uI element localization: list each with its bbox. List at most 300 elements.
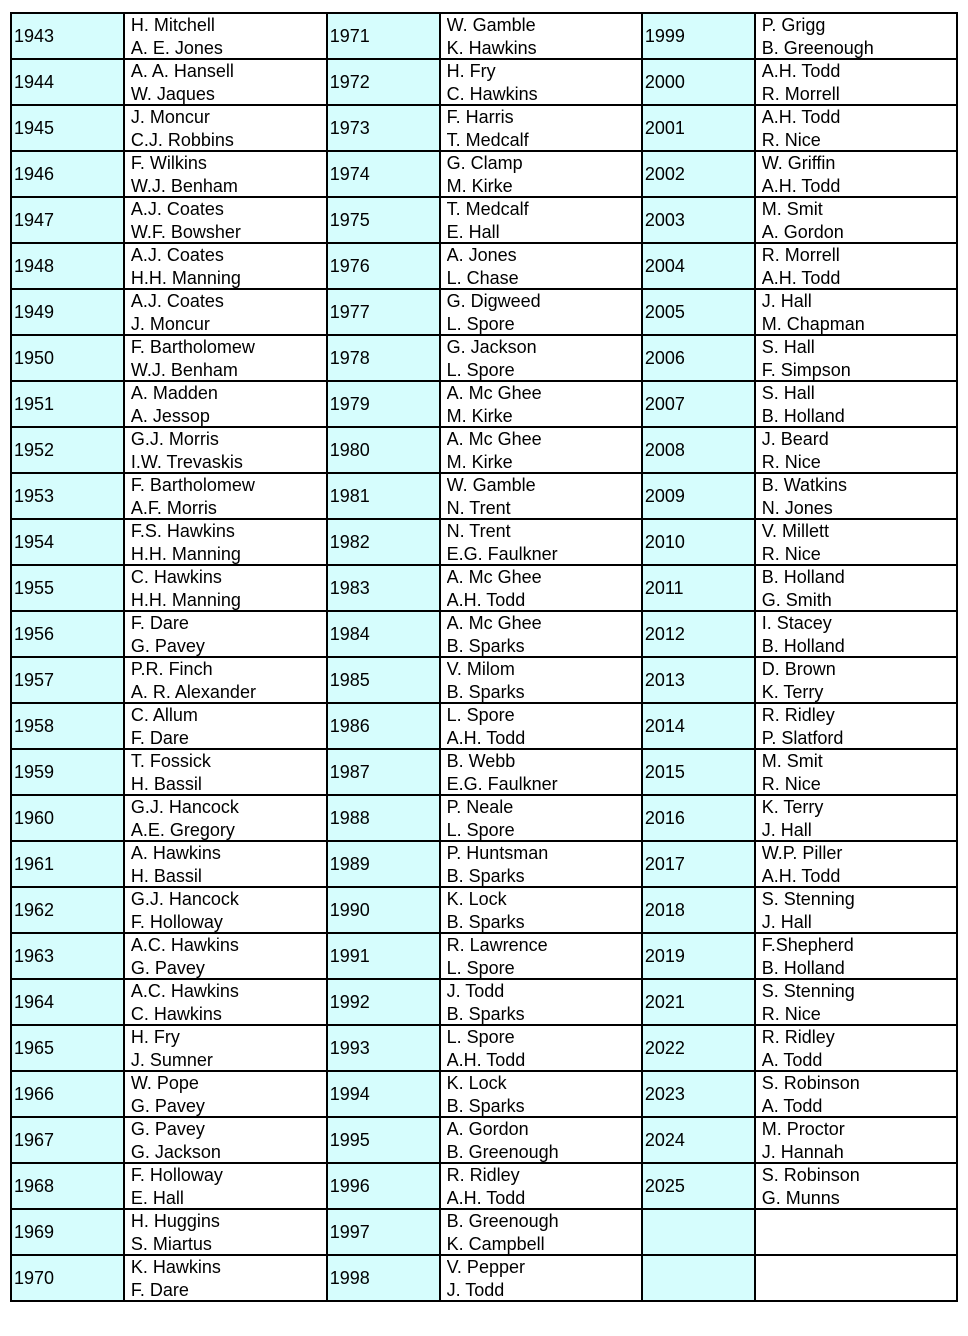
names-cell <box>755 13 957 59</box>
first-name: W. Gamble <box>446 15 536 35</box>
first-name: F. Dare <box>130 613 189 633</box>
names-cell <box>124 1071 327 1117</box>
year-cell: 2006 <box>642 335 755 381</box>
year-cell: 1950 <box>11 335 124 381</box>
first-name: A.C. Hawkins <box>130 935 239 955</box>
year-cell: 2001 <box>642 105 755 151</box>
second-name: K. Hawkins <box>446 38 537 58</box>
names-cell <box>124 13 327 59</box>
year-cell: 2005 <box>642 289 755 335</box>
first-name: P. Neale <box>446 797 514 817</box>
year-cell: 1947 <box>11 197 124 243</box>
year-cell <box>642 1255 755 1301</box>
table-row <box>11 749 957 795</box>
names-cell <box>755 1209 957 1255</box>
table-row <box>11 13 957 59</box>
year-cell: 1991 <box>327 933 440 979</box>
second-name: R. Nice <box>761 452 821 472</box>
first-name: W. Pope <box>130 1073 199 1093</box>
second-name: H.H. Manning <box>130 544 241 564</box>
year-cell: 1996 <box>327 1163 440 1209</box>
table-row <box>11 933 957 979</box>
names-cell <box>124 427 327 473</box>
second-name: G. Pavey <box>130 1096 205 1116</box>
year-cell: 2007 <box>642 381 755 427</box>
second-name: M. Kirke <box>446 176 513 196</box>
names-cell <box>440 1117 642 1163</box>
table-row <box>11 841 957 887</box>
year-cell: 1981 <box>327 473 440 519</box>
first-name: T. Fossick <box>130 751 211 771</box>
second-name: H. Bassil <box>130 774 202 794</box>
names-cell <box>440 289 642 335</box>
year-cell: 2019 <box>642 933 755 979</box>
first-name: A.J. Coates <box>130 199 224 219</box>
year-cell: 1970 <box>11 1255 124 1301</box>
names-cell <box>440 473 642 519</box>
second-name: L. Spore <box>446 360 515 380</box>
second-name: P. Slatford <box>761 728 844 748</box>
second-name: A. Jessop <box>130 406 210 426</box>
names-cell <box>755 795 957 841</box>
table-row <box>11 1117 957 1163</box>
names-cell <box>755 703 957 749</box>
names-cell <box>440 519 642 565</box>
names-cell <box>755 611 957 657</box>
first-name: H. Fry <box>446 61 496 81</box>
year-cell: 2000 <box>642 59 755 105</box>
first-name: P. Huntsman <box>446 843 549 863</box>
first-name <box>762 1210 954 1233</box>
second-name: J. Todd <box>446 1280 505 1300</box>
second-name: R. Nice <box>761 544 821 564</box>
names-cell <box>124 1209 327 1255</box>
year-cell: 1980 <box>327 427 440 473</box>
names-cell <box>755 979 957 1025</box>
table-row <box>11 1025 957 1071</box>
year-cell: 1965 <box>11 1025 124 1071</box>
table-row <box>11 151 957 197</box>
second-name: A. Todd <box>761 1096 823 1116</box>
year-cell: 1988 <box>327 795 440 841</box>
first-name: K. Lock <box>446 889 507 909</box>
year-cell: 1973 <box>327 105 440 151</box>
first-name: M. Smit <box>761 751 823 771</box>
names-cell <box>440 1071 642 1117</box>
first-name: G. Clamp <box>446 153 523 173</box>
second-name: B. Sparks <box>446 912 525 932</box>
first-name: A.J. Coates <box>130 291 224 311</box>
second-name: M. Kirke <box>446 452 513 472</box>
year-cell: 1999 <box>642 13 755 59</box>
first-name: A. Mc Ghee <box>446 429 542 449</box>
names-cell <box>124 611 327 657</box>
names-cell <box>124 151 327 197</box>
year-cell: 1994 <box>327 1071 440 1117</box>
names-cell <box>755 519 957 565</box>
names-cell <box>440 657 642 703</box>
second-name: C. Hawkins <box>130 1004 222 1024</box>
year-cell: 1975 <box>327 197 440 243</box>
second-name: H. Bassil <box>130 866 202 886</box>
first-name: F. Holloway <box>130 1165 223 1185</box>
year-cell: 1953 <box>11 473 124 519</box>
names-cell <box>124 703 327 749</box>
year-cell: 2025 <box>642 1163 755 1209</box>
first-name: G. Jackson <box>446 337 537 357</box>
year-cell: 2022 <box>642 1025 755 1071</box>
second-name: R. Morrell <box>761 84 840 104</box>
first-name: F.S. Hawkins <box>130 521 235 541</box>
names-cell <box>440 887 642 933</box>
year-cell: 1974 <box>327 151 440 197</box>
first-name: A. Mc Ghee <box>446 613 542 633</box>
year-cell: 2023 <box>642 1071 755 1117</box>
first-name: S. Stenning <box>761 981 855 1001</box>
names-cell <box>440 703 642 749</box>
second-name: J. Hall <box>761 820 812 840</box>
year-cell: 1956 <box>11 611 124 657</box>
second-name: F. Dare <box>130 728 189 748</box>
first-name: A. Hawkins <box>130 843 221 863</box>
second-name: B. Holland <box>761 958 845 978</box>
year-cell: 1955 <box>11 565 124 611</box>
names-cell <box>124 1117 327 1163</box>
names-cell <box>124 565 327 611</box>
first-name: P. Grigg <box>761 15 826 35</box>
names-cell <box>755 151 957 197</box>
year-cell: 1979 <box>327 381 440 427</box>
second-name: F. Dare <box>130 1280 189 1300</box>
table-row <box>11 1209 957 1255</box>
names-cell <box>440 979 642 1025</box>
second-name: H.H. Manning <box>130 268 241 288</box>
year-cell: 1943 <box>11 13 124 59</box>
second-name: W.J. Benham <box>130 176 238 196</box>
second-name: G. Pavey <box>130 636 205 656</box>
second-name: A.H. Todd <box>446 728 526 748</box>
first-name: G. Digweed <box>446 291 541 311</box>
table-row <box>11 565 957 611</box>
names-cell <box>124 841 327 887</box>
names-cell <box>440 841 642 887</box>
year-cell: 1995 <box>327 1117 440 1163</box>
year-cell: 1990 <box>327 887 440 933</box>
second-name: A.H. Todd <box>761 268 841 288</box>
first-name: J. Moncur <box>130 107 210 127</box>
year-cell: 1954 <box>11 519 124 565</box>
first-name: K. Hawkins <box>130 1257 221 1277</box>
table-row <box>11 1163 957 1209</box>
second-name: B. Sparks <box>446 1096 525 1116</box>
names-cell <box>124 335 327 381</box>
names-cell <box>124 289 327 335</box>
names-cell <box>124 1255 327 1301</box>
names-cell <box>440 105 642 151</box>
second-name: L. Spore <box>446 958 515 978</box>
first-name: A.H. Todd <box>761 107 841 127</box>
second-name: J. Sumner <box>130 1050 213 1070</box>
second-name: L. Chase <box>446 268 519 288</box>
first-name: G.J. Hancock <box>130 797 239 817</box>
year-cell: 1967 <box>11 1117 124 1163</box>
first-name: S. Stenning <box>761 889 855 909</box>
year-cell <box>642 1209 755 1255</box>
year-cell: 1982 <box>327 519 440 565</box>
first-name: A. Mc Ghee <box>446 383 542 403</box>
second-name: C. Hawkins <box>446 84 538 104</box>
first-name: R. Ridley <box>761 705 835 725</box>
first-name: S. Hall <box>761 383 815 403</box>
second-name <box>762 1233 954 1254</box>
second-name: N. Trent <box>446 498 511 518</box>
names-cell <box>440 335 642 381</box>
names-cell <box>755 381 957 427</box>
table-row <box>11 611 957 657</box>
second-name: B. Sparks <box>446 636 525 656</box>
table-row <box>11 887 957 933</box>
names-cell <box>124 519 327 565</box>
first-name: L. Spore <box>446 705 515 725</box>
second-name: J. Hannah <box>761 1142 844 1162</box>
first-name: A.C. Hawkins <box>130 981 239 1001</box>
first-name: R. Ridley <box>761 1027 835 1047</box>
second-name: E.G. Faulkner <box>446 544 558 564</box>
second-name: E.G. Faulkner <box>446 774 558 794</box>
year-cell: 1972 <box>327 59 440 105</box>
year-cell: 1992 <box>327 979 440 1025</box>
year-cell: 1960 <box>11 795 124 841</box>
first-name: F. Bartholomew <box>130 337 255 357</box>
table-row <box>11 197 957 243</box>
year-cell: 1958 <box>11 703 124 749</box>
year-cell: 1961 <box>11 841 124 887</box>
second-name: R. Nice <box>761 774 821 794</box>
second-name: K. Campbell <box>446 1234 545 1254</box>
names-cell <box>124 657 327 703</box>
names-cell <box>440 1255 642 1301</box>
year-cell: 2009 <box>642 473 755 519</box>
table-row <box>11 1071 957 1117</box>
second-name: A. E. Jones <box>130 38 223 58</box>
second-name: A.H. Todd <box>446 590 526 610</box>
second-name: C.J. Robbins <box>130 130 234 150</box>
table-row <box>11 657 957 703</box>
year-cell: 1957 <box>11 657 124 703</box>
year-cell: 1944 <box>11 59 124 105</box>
first-name: W. Griffin <box>761 153 836 173</box>
names-cell <box>440 1163 642 1209</box>
names-cell <box>755 473 957 519</box>
first-name: F.Shepherd <box>761 935 854 955</box>
first-name: G. Pavey <box>130 1119 205 1139</box>
names-cell <box>440 13 642 59</box>
names-cell <box>124 1025 327 1071</box>
names-cell <box>440 243 642 289</box>
table-row <box>11 289 957 335</box>
first-name: H. Fry <box>130 1027 180 1047</box>
year-cell: 2021 <box>642 979 755 1025</box>
second-name: E. Hall <box>446 222 500 242</box>
names-cell <box>440 611 642 657</box>
second-name: K. Terry <box>761 682 824 702</box>
first-name: C. Hawkins <box>130 567 222 587</box>
names-cell <box>124 243 327 289</box>
first-name: S. Robinson <box>761 1073 860 1093</box>
year-cell: 1962 <box>11 887 124 933</box>
names-cell <box>124 59 327 105</box>
first-name: P.R. Finch <box>130 659 213 679</box>
names-cell <box>755 887 957 933</box>
year-cell: 1946 <box>11 151 124 197</box>
first-name: B. Greenough <box>446 1211 559 1231</box>
names-cell <box>440 59 642 105</box>
names-cell <box>440 565 642 611</box>
year-cell: 2014 <box>642 703 755 749</box>
year-cell: 2002 <box>642 151 755 197</box>
second-name: W.F. Bowsher <box>130 222 241 242</box>
names-cell <box>755 105 957 151</box>
winners-table <box>10 12 958 1302</box>
names-cell <box>755 335 957 381</box>
names-cell <box>755 1117 957 1163</box>
year-cell: 1989 <box>327 841 440 887</box>
names-cell <box>124 795 327 841</box>
year-cell: 2004 <box>642 243 755 289</box>
second-name <box>762 1279 954 1300</box>
year-cell: 2024 <box>642 1117 755 1163</box>
names-cell <box>124 933 327 979</box>
first-name: L. Spore <box>446 1027 515 1047</box>
second-name: A.H. Todd <box>446 1188 526 1208</box>
first-name: N. Trent <box>446 521 511 541</box>
first-name: F. Harris <box>446 107 514 127</box>
year-cell: 1969 <box>11 1209 124 1255</box>
first-name: J. Beard <box>761 429 829 449</box>
names-cell <box>124 979 327 1025</box>
year-cell: 2008 <box>642 427 755 473</box>
second-name: A. Todd <box>761 1050 823 1070</box>
second-name: T. Medcalf <box>446 130 529 150</box>
year-cell: 1993 <box>327 1025 440 1071</box>
table-row <box>11 427 957 473</box>
names-cell <box>124 105 327 151</box>
second-name: A. Gordon <box>761 222 844 242</box>
second-name: B. Greenough <box>446 1142 559 1162</box>
table-row <box>11 979 957 1025</box>
names-cell <box>755 1071 957 1117</box>
table-row <box>11 105 957 151</box>
second-name: J. Moncur <box>130 314 210 334</box>
second-name: W. Jaques <box>130 84 215 104</box>
names-cell <box>755 657 957 703</box>
year-cell: 2012 <box>642 611 755 657</box>
first-name: S. Robinson <box>761 1165 860 1185</box>
first-name: F. Bartholomew <box>130 475 255 495</box>
first-name: A. Jones <box>446 245 517 265</box>
second-name: G. Munns <box>761 1188 840 1208</box>
first-name: M. Smit <box>761 199 823 219</box>
names-cell <box>755 1025 957 1071</box>
year-cell: 1952 <box>11 427 124 473</box>
first-name: A. Mc Ghee <box>446 567 542 587</box>
second-name: N. Jones <box>761 498 833 518</box>
names-cell <box>755 1255 957 1301</box>
second-name: B. Sparks <box>446 866 525 886</box>
first-name: R. Lawrence <box>446 935 548 955</box>
names-cell <box>440 933 642 979</box>
year-cell: 2010 <box>642 519 755 565</box>
second-name: A.F. Morris <box>130 498 217 518</box>
first-name: B. Webb <box>446 751 516 771</box>
names-cell <box>440 197 642 243</box>
first-name: R. Ridley <box>446 1165 520 1185</box>
first-name: W. Gamble <box>446 475 536 495</box>
second-name: A. R. Alexander <box>130 682 256 702</box>
names-cell <box>124 887 327 933</box>
second-name: B. Holland <box>761 406 845 426</box>
first-name: G.J. Hancock <box>130 889 239 909</box>
year-cell: 1971 <box>327 13 440 59</box>
first-name: A. A. Hansell <box>130 61 234 81</box>
second-name: G. Jackson <box>130 1142 221 1162</box>
year-cell: 1984 <box>327 611 440 657</box>
names-cell <box>755 749 957 795</box>
year-cell: 1987 <box>327 749 440 795</box>
table-row <box>11 1255 957 1301</box>
second-name: F. Simpson <box>761 360 851 380</box>
table-row <box>11 473 957 519</box>
first-name: V. Millett <box>761 521 830 541</box>
table-row <box>11 519 957 565</box>
year-cell: 1976 <box>327 243 440 289</box>
first-name: K. Terry <box>761 797 824 817</box>
year-cell: 1977 <box>327 289 440 335</box>
second-name: G. Smith <box>761 590 832 610</box>
first-name: A.H. Todd <box>761 61 841 81</box>
second-name: R. Nice <box>761 130 821 150</box>
year-cell: 2015 <box>642 749 755 795</box>
first-name: M. Proctor <box>761 1119 845 1139</box>
names-cell <box>755 1163 957 1209</box>
year-cell: 1951 <box>11 381 124 427</box>
first-name: J. Todd <box>446 981 505 1001</box>
year-cell: 1978 <box>327 335 440 381</box>
second-name: R. Nice <box>761 1004 821 1024</box>
table-row <box>11 243 957 289</box>
year-cell: 2013 <box>642 657 755 703</box>
first-name: R. Morrell <box>761 245 840 265</box>
first-name: D. Brown <box>761 659 836 679</box>
year-cell: 1945 <box>11 105 124 151</box>
table-row <box>11 335 957 381</box>
first-name: B. Holland <box>761 567 845 587</box>
second-name: W.J. Benham <box>130 360 238 380</box>
second-name: B. Greenough <box>761 38 874 58</box>
names-cell <box>755 933 957 979</box>
year-cell: 1985 <box>327 657 440 703</box>
table-row <box>11 795 957 841</box>
second-name: F. Holloway <box>130 912 223 932</box>
names-cell <box>124 749 327 795</box>
year-cell: 2011 <box>642 565 755 611</box>
second-name: A.H. Todd <box>761 866 841 886</box>
names-cell <box>755 197 957 243</box>
first-name: V. Pepper <box>446 1257 525 1277</box>
first-name: B. Watkins <box>761 475 848 495</box>
first-name: A.J. Coates <box>130 245 224 265</box>
first-name: C. Allum <box>130 705 198 725</box>
